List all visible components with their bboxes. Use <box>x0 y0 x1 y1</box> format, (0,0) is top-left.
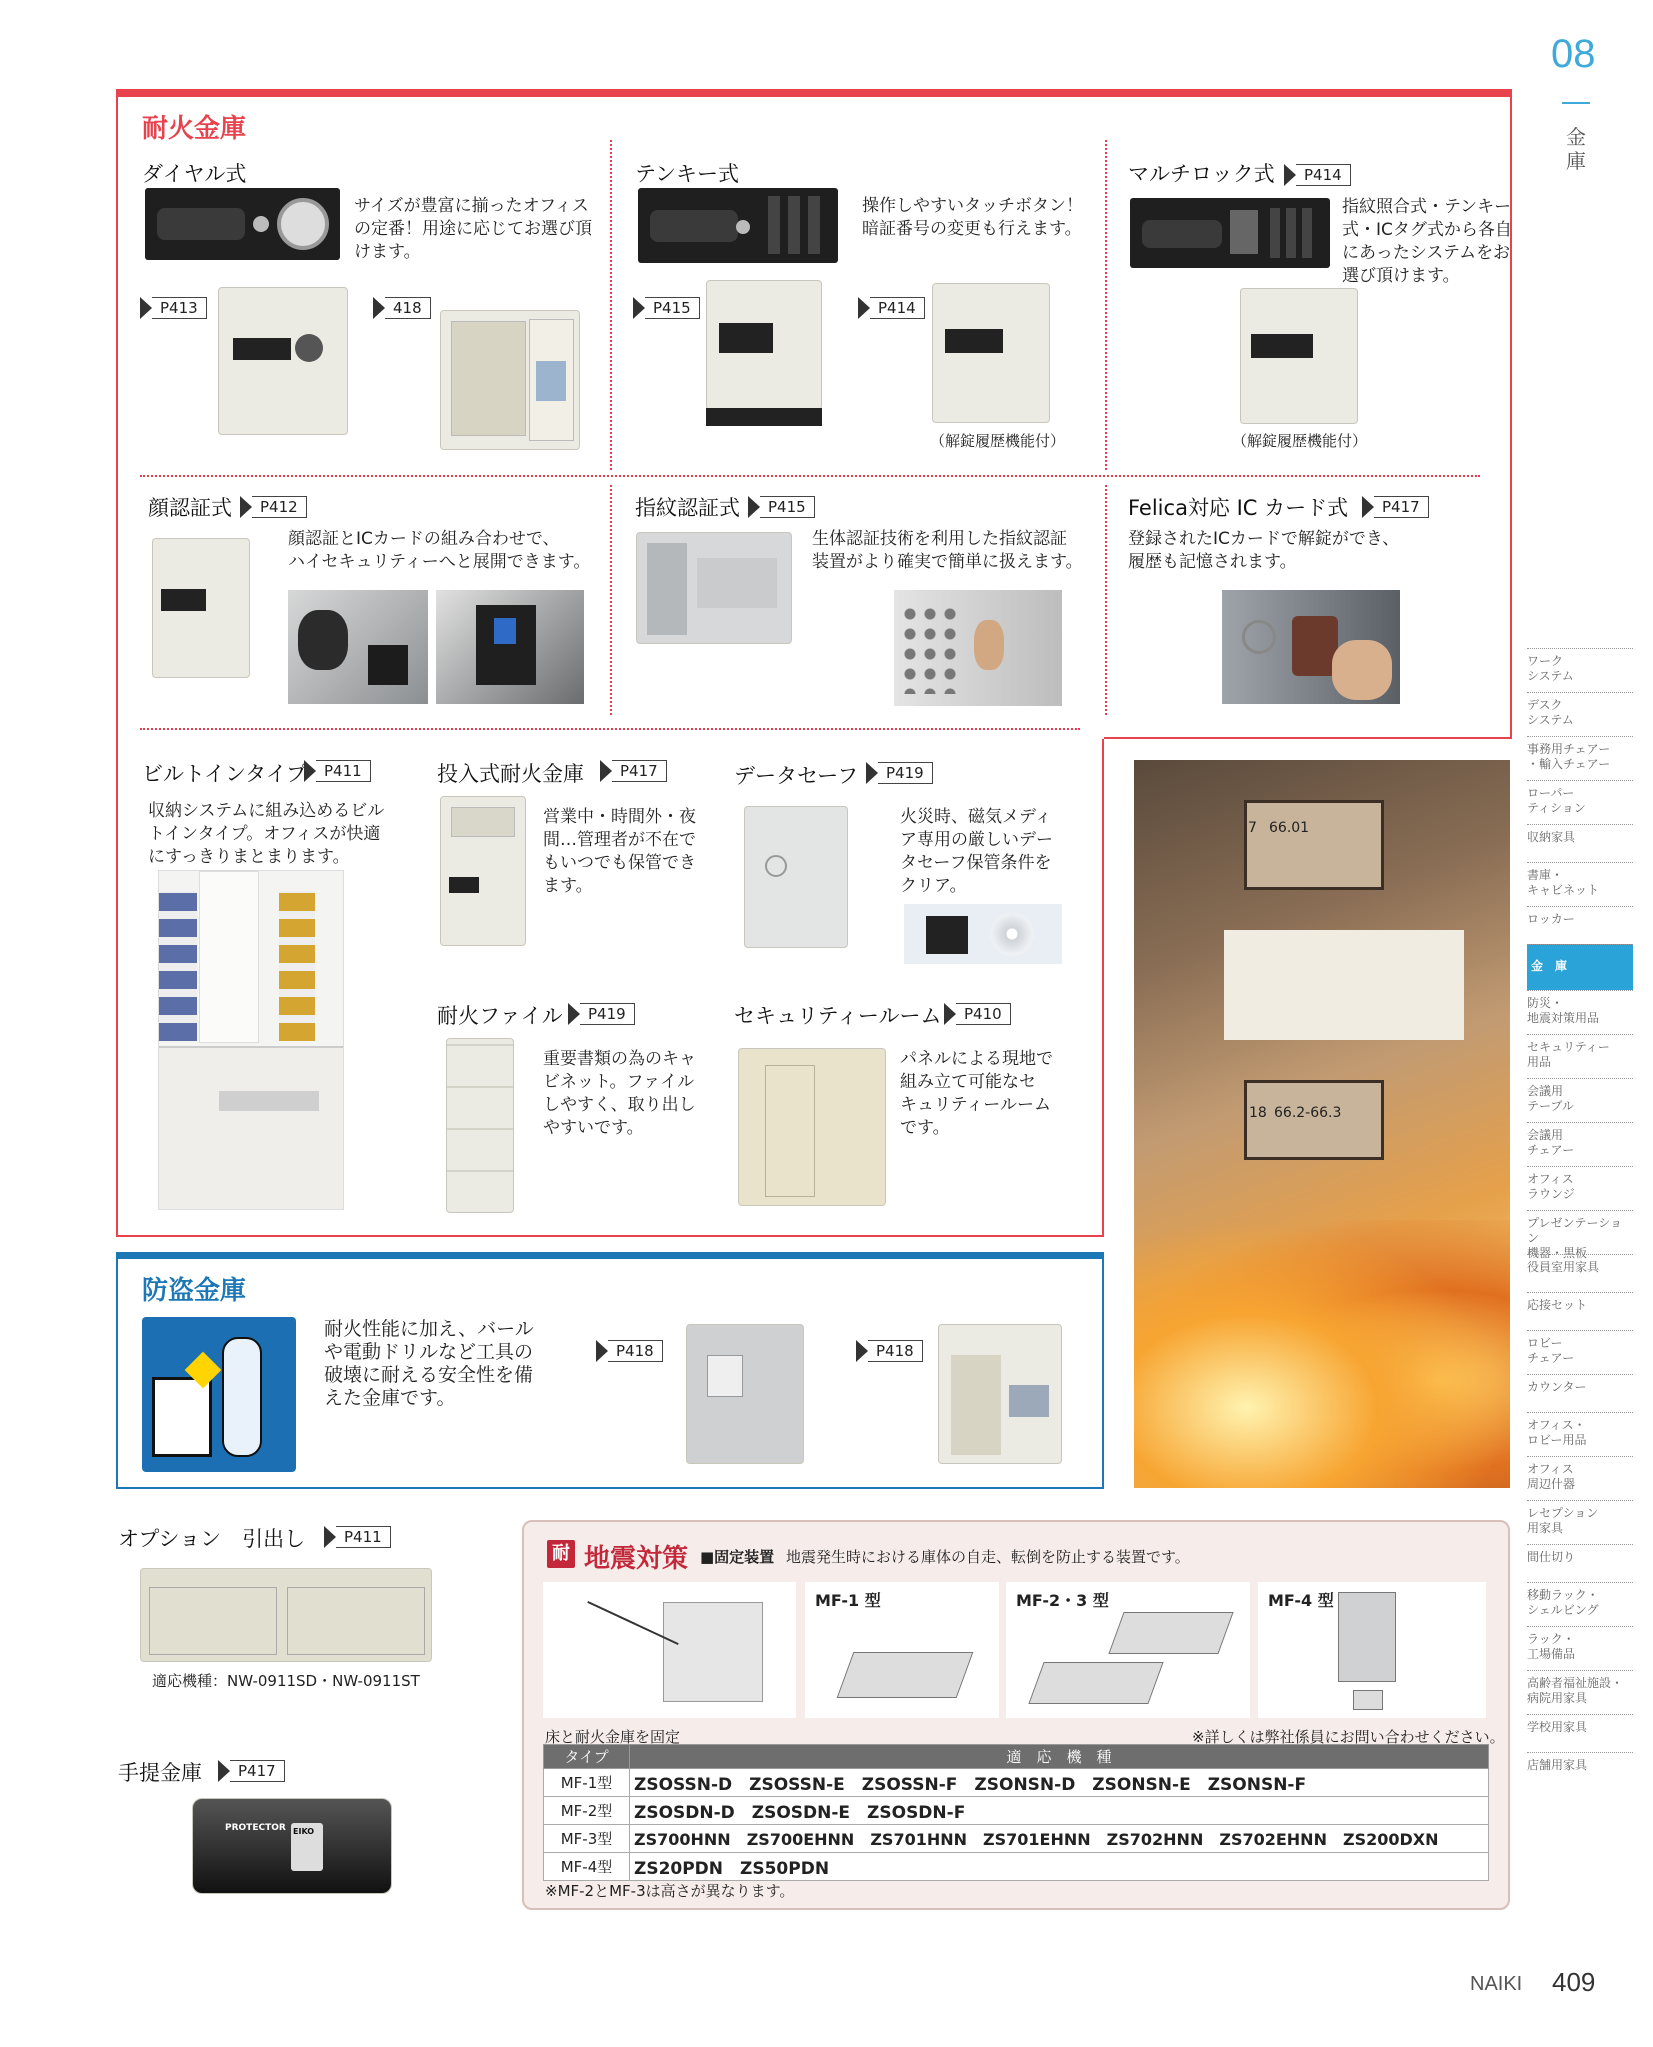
sidebar-item-label: 応接セット <box>1527 1298 1588 1312</box>
separator <box>610 140 612 470</box>
quake-diagram-mf23 <box>1006 1582 1250 1718</box>
dial-title: ダイヤル式 <box>142 162 247 186</box>
ref-link[interactable]: P418 <box>596 1340 663 1362</box>
ref-link[interactable]: P414 <box>858 297 925 319</box>
file-cabinet-image <box>446 1038 514 1213</box>
table-cell-models: ZS20PDN ZS50PDN <box>630 1853 1489 1881</box>
sidebar-item-label: 事務用チェアー <box>1527 742 1611 756</box>
face-title: 顔認証式 <box>148 496 232 520</box>
dial-panel-image <box>145 188 340 260</box>
ref-link[interactable]: P419 <box>866 762 933 784</box>
portable-label: PROTECTOR <box>225 1823 286 1833</box>
separator <box>140 728 1080 730</box>
quake-right-note: ※詳しくは弊社係員にお問い合わせください。 <box>1192 1728 1505 1746</box>
sidebar-item[interactable] <box>1527 1582 1633 1626</box>
tenkey-panel-image <box>638 188 838 263</box>
portable-label: EIKO <box>293 1827 315 1836</box>
sidebar-item-label: ロビー <box>1527 1336 1563 1350</box>
sidebar-item-label: ラック・ <box>1527 1632 1575 1646</box>
multi-desc: 指紋照合式・テンキー 式・ICタグ式から各自 にあったシステムをお 選び頂けます。 <box>1342 197 1512 286</box>
sidebar-item[interactable] <box>1527 648 1633 692</box>
sidebar-item[interactable] <box>1527 990 1633 1034</box>
portable-title: 手提金庫 <box>118 1761 202 1785</box>
sidebar-item-label: カウンター <box>1527 1380 1587 1394</box>
table-cell-models: ZS700HNN ZS700EHNN ZS701HNN ZS701EHNN ZS702HNN ZS702EHNN ZS200DXN <box>630 1825 1489 1853</box>
sidebar-item-label: ロビー用品 <box>1527 1433 1587 1447</box>
sidebar-item[interactable] <box>1527 1714 1633 1752</box>
sidebar-item-label: 会議用 <box>1527 1128 1564 1142</box>
chapter-number: 08 <box>1551 32 1596 76</box>
tenkey-safe-base <box>706 408 822 426</box>
felica-photo <box>1222 590 1400 704</box>
photo-label: 66.01 <box>1269 820 1310 836</box>
sidebar-item-label: 病院用家具 <box>1527 1691 1588 1705</box>
fire-cabinet-photo <box>1134 760 1510 1488</box>
room-image <box>738 1048 886 1206</box>
felica-desc: 登録されたICカードで解錠ができ、 履歴も記憶されます。 <box>1128 529 1400 572</box>
face-photo-2 <box>436 590 584 704</box>
tenkey-safe-image <box>706 280 822 410</box>
option-compat: 適応機種：NW-0911SD・NW-0911ST <box>152 1672 420 1690</box>
builtin-photo <box>158 870 344 1210</box>
sidebar-item[interactable] <box>1527 1544 1633 1582</box>
burglar-safe2-image <box>938 1324 1062 1464</box>
burglar-safe1-image <box>686 1324 804 1464</box>
quake-diagram-label: MF-1 型 <box>815 1591 881 1610</box>
sidebar-item-label: オフィス <box>1527 1172 1574 1186</box>
tenkey-note: （解錠履歴機能付） <box>930 432 1066 450</box>
multi-safe-image <box>1240 288 1358 424</box>
sidebar-item-label: デスク <box>1527 698 1563 712</box>
sidebar-item-label: ワーク <box>1527 654 1564 668</box>
sidebar-item-label: ティション <box>1527 801 1586 815</box>
sidebar-item-label: システム <box>1527 713 1574 727</box>
deposit-desc: 営業中・時間外・夜 間…管理者が不在で もいつでも保管でき ます。 <box>543 807 696 896</box>
quake-diagram-mf1 <box>805 1582 999 1718</box>
datasafe-safe-image <box>744 806 848 948</box>
sidebar-item-label: オフィス <box>1527 1462 1574 1476</box>
file-title: 耐火ファイル <box>437 1004 563 1028</box>
sidebar-item[interactable] <box>1527 1166 1633 1210</box>
burglar-title: 防盗金庫 <box>142 1276 247 1306</box>
multi-panel-image <box>1130 198 1330 268</box>
ref-link[interactable]: P411 <box>324 1526 391 1548</box>
sidebar-item[interactable] <box>1527 1752 1633 1790</box>
sidebar-item-label: レセプション <box>1527 1506 1599 1520</box>
sidebar-item-label: 地震対策用品 <box>1527 1011 1600 1025</box>
sidebar-item-label: 学校用家具 <box>1527 1720 1588 1734</box>
finger-desc: 生体認証技術を利用した指紋認証 装置がより確実で簡単に扱えます。 <box>812 529 1083 572</box>
ref-link[interactable]: P412 <box>240 496 307 518</box>
sidebar-item[interactable] <box>1527 692 1633 736</box>
table-header: 適 応 機 種 <box>630 1745 1489 1769</box>
separator <box>1105 485 1107 715</box>
sidebar-item-label: チェアー <box>1527 1143 1575 1157</box>
ref-link[interactable]: 418 <box>373 297 431 319</box>
ref-link[interactable]: P415 <box>748 496 815 518</box>
photo-label: 7 <box>1248 820 1257 836</box>
quake-footnote: ※MF-2とMF-3は高さが異なります。 <box>545 1882 795 1900</box>
photo-label: 66.2-66.3 <box>1274 1105 1342 1121</box>
multi-title: マルチロック式 <box>1128 162 1275 186</box>
sidebar-item[interactable] <box>1527 1078 1633 1122</box>
sidebar-item-label: オフィス・ <box>1527 1418 1586 1432</box>
sidebar-item[interactable] <box>1527 1500 1633 1544</box>
dial-open-safe-image <box>440 310 580 450</box>
sidebar-item[interactable] <box>1527 1210 1633 1260</box>
quake-left-note: 床と耐火金庫を固定 <box>545 1728 681 1746</box>
face-safe-image <box>152 538 250 678</box>
sidebar-item-label: ラウンジ <box>1527 1187 1575 1201</box>
sidebar-item-label: 用家具 <box>1527 1521 1564 1535</box>
quake-title: 地震対策 <box>584 1544 689 1574</box>
burglar-section-bar <box>116 1252 1104 1259</box>
sidebar-item[interactable] <box>1527 862 1633 906</box>
sidebar-item-label: ローパー <box>1527 786 1575 800</box>
sidebar-item[interactable] <box>1527 1034 1633 1078</box>
room-desc: パネルによる現地で 組み立て可能なセ キュリティールーム です。 <box>900 1049 1053 1138</box>
sidebar-item-label: 工場備品 <box>1527 1647 1576 1661</box>
photo-label: 18 <box>1249 1105 1267 1121</box>
quake-diagram-label: MF-4 型 <box>1268 1591 1334 1610</box>
dial-safe-image <box>218 287 348 435</box>
sidebar-item[interactable] <box>1527 944 1633 990</box>
sidebar-item-label: 周辺什器 <box>1527 1477 1576 1491</box>
ref-link[interactable]: P411 <box>304 760 371 782</box>
sidebar-item[interactable] <box>1527 1254 1633 1292</box>
quake-table <box>543 1744 1489 1881</box>
sidebar-item[interactable] <box>1527 780 1633 824</box>
quake-desc: 地震発生時における庫体の自走、転倒を防止する装置です。 <box>786 1548 1190 1566</box>
sidebar-item-label: 会議用 <box>1527 1084 1564 1098</box>
sidebar-item-label: 収納家具 <box>1527 830 1576 844</box>
page-number: 409 <box>1552 1967 1596 1997</box>
sidebar-item-label: シェルビング <box>1527 1603 1599 1617</box>
finger-photo <box>894 590 1062 706</box>
datasafe-title: データセーフ <box>734 764 859 788</box>
table-cell-type: MF-4型 <box>544 1853 630 1881</box>
table-cell-type: MF-2型 <box>544 1797 630 1825</box>
ref-link[interactable]: P410 <box>944 1003 1011 1025</box>
sidebar-item[interactable] <box>1527 906 1633 944</box>
dial-desc: サイズが豊富に揃ったオフィス の定番！用途に応じてお選び頂 けます。 <box>354 196 592 262</box>
tenkey-safe2-image <box>932 283 1050 423</box>
table-cell-type: MF-3型 <box>544 1825 630 1853</box>
quake-sub: ■固定装置 <box>700 1548 775 1566</box>
table-cell-models: ZSOSDN-D ZSOSDN-E ZSOSDN-F <box>630 1797 1489 1825</box>
sidebar-item-label: 間仕切り <box>1527 1550 1576 1564</box>
burglar-icon <box>142 1317 296 1472</box>
builtin-title: ビルトインタイプ <box>142 762 308 786</box>
quake-diagram-label: MF-2・3 型 <box>1016 1591 1109 1610</box>
ref-link[interactable]: P417 <box>600 760 667 782</box>
sidebar-item-label: セキュリティー <box>1527 1040 1610 1054</box>
ref-link[interactable]: P418 <box>856 1340 923 1362</box>
sidebar-item-label: 書庫・ <box>1527 868 1564 882</box>
sidebar-item-label: チェアー <box>1527 1351 1575 1365</box>
separator <box>610 485 612 715</box>
room-title: セキュリティールーム <box>734 1004 942 1028</box>
quake-icon: 耐 <box>547 1540 575 1568</box>
sidebar-item-label: 用品 <box>1527 1055 1552 1069</box>
tenkey-desc: 操作しやすいタッチボタン！ 暗証番号の変更も行えます。 <box>862 196 1083 239</box>
sidebar-item-label: 役員室用家具 <box>1527 1260 1600 1274</box>
table-cell-type: MF-1型 <box>544 1769 630 1797</box>
sidebar-item[interactable] <box>1527 1374 1633 1412</box>
separator <box>1105 140 1107 470</box>
sidebar-item[interactable] <box>1527 1670 1633 1714</box>
portable-safe-image <box>192 1798 392 1894</box>
sidebar-item[interactable] <box>1527 1626 1633 1670</box>
sidebar-item-label: 移動ラック・ <box>1527 1588 1599 1602</box>
deposit-safe-image <box>440 796 526 946</box>
fire-section-title: 耐火金庫 <box>142 114 247 144</box>
fire-section-step <box>1104 737 1512 739</box>
quake-diagram-main <box>543 1582 796 1718</box>
chapter-label: 金庫 <box>1566 125 1586 173</box>
sidebar-item-label: 金 庫 <box>1531 959 1568 973</box>
sidebar-item[interactable] <box>1527 824 1633 862</box>
finger-title: 指紋認証式 <box>635 496 740 520</box>
builtin-desc: 収納システムに組み込めるビル トインタイプ。オフィスが快適 にすっきりまとまります。 <box>148 801 385 867</box>
finger-safe-image <box>636 532 792 644</box>
media-photo <box>904 904 1062 964</box>
face-desc: 顔認証とICカードの組み合わせで、 ハイセキュリティーへと展開できます。 <box>288 529 591 572</box>
sidebar-item-label: 店舗用家具 <box>1527 1758 1588 1772</box>
datasafe-desc: 火災時、磁気メディ ア専用の厳しいデー タセーフ保管条件を クリア。 <box>900 807 1053 896</box>
sidebar-item-label: システム <box>1527 669 1574 683</box>
sidebar-item-label: 防災・ <box>1527 996 1564 1010</box>
multi-note: （解錠履歴機能付） <box>1232 432 1368 450</box>
file-desc: 重要書類の為のキャ ビネット。ファイル しやすく、取り出し やすいです。 <box>543 1049 696 1138</box>
ref-link[interactable]: P417 <box>1362 496 1429 518</box>
ref-link[interactable]: P414 <box>1284 164 1351 186</box>
table-cell-models: ZSOSSN-D ZSOSSN-E ZSOSSN-F ZSONSN-D ZSONSN-E ZSONSN-F <box>630 1769 1489 1797</box>
sidebar-item[interactable] <box>1527 1330 1633 1374</box>
option-drawer-image <box>140 1568 432 1662</box>
option-title: オプション 引出し <box>118 1527 306 1551</box>
sidebar-item-label: プレゼンテーション <box>1527 1216 1623 1245</box>
chapter-divider <box>1562 102 1590 104</box>
sidebar-item-label: ロッカー <box>1527 912 1575 926</box>
sidebar-item[interactable] <box>1527 1412 1633 1456</box>
quake-diagram-mf4 <box>1258 1582 1486 1718</box>
table-header: タイプ <box>544 1745 630 1769</box>
sidebar-item[interactable] <box>1527 1292 1633 1330</box>
separator <box>140 475 1480 477</box>
burglar-desc: 耐火性能に加え、バール や電動ドリルなど工具の 破壊に耐える安全性を備 えた金庫です。 <box>324 1318 534 1409</box>
felica-title: Felica対応 IC カード式 <box>1128 496 1349 520</box>
tenkey-title: テンキー式 <box>635 162 739 186</box>
sidebar-item-label: ・輸入チェアー <box>1527 757 1611 771</box>
sidebar-item-label: 機器・黒板 <box>1527 1246 1588 1260</box>
ref-link[interactable]: P419 <box>568 1003 635 1025</box>
footer-brand: NAIKI <box>1470 1973 1523 1995</box>
fire-section-bar <box>116 89 1512 97</box>
deposit-title: 投入式耐火金庫 <box>437 762 584 786</box>
sidebar-item-label: テーブル <box>1527 1099 1574 1113</box>
sidebar-item-label: キャビネット <box>1527 883 1600 897</box>
sidebar-item[interactable] <box>1527 736 1633 780</box>
ref-link[interactable]: P413 <box>140 297 207 319</box>
ref-link[interactable]: P417 <box>218 1760 285 1782</box>
ref-link[interactable]: P415 <box>633 297 700 319</box>
sidebar-item[interactable] <box>1527 1122 1633 1166</box>
face-photo-1 <box>288 590 428 704</box>
sidebar-item[interactable] <box>1527 1456 1633 1500</box>
sidebar-item-label: 高齢者福祉施設・ <box>1527 1676 1624 1690</box>
